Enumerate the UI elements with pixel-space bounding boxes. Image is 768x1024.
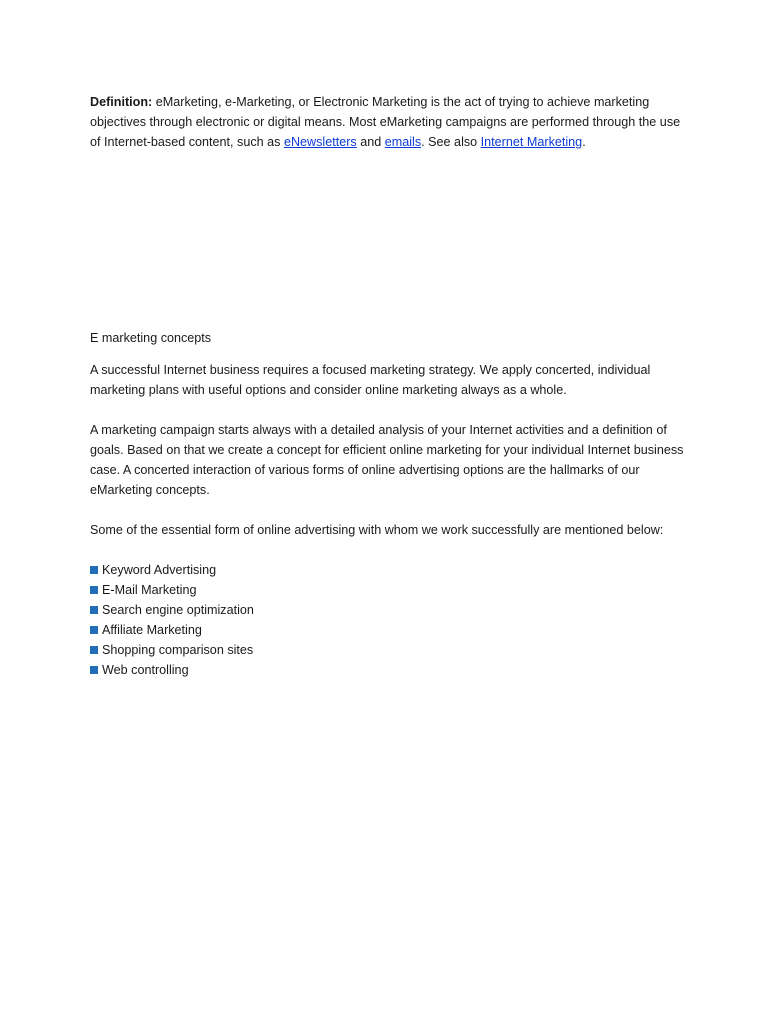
advertising-forms-list xyxy=(90,560,690,680)
list-item-label: Shopping comparison sites xyxy=(102,643,254,657)
square-bullet-icon xyxy=(90,586,98,594)
paragraph-strategy: A successful Internet business requires a focused marketing strategy. We apply concerted, individual marketing plans with useful options and consider online marketing always as a whole. xyxy=(90,363,651,397)
square-bullet-icon xyxy=(90,646,98,654)
list-item xyxy=(90,660,690,680)
list-item-label: Affiliate Marketing xyxy=(102,623,202,637)
definition-text-2: and xyxy=(356,135,385,149)
square-bullet-icon xyxy=(90,626,98,634)
list-item xyxy=(90,600,690,620)
square-bullet-icon xyxy=(90,606,98,614)
definition-text-4: . xyxy=(582,135,586,149)
list-item-label: Keyword Advertising xyxy=(102,563,217,577)
section-heading: E marketing concepts xyxy=(90,331,212,345)
definition-text-1: eMarketing, e-Marketing, or Electronic Marketing is the act of trying to achieve marketing objectives through electronic or digital means. Most eMarketing campaigns are performed through the use of Internet-based content, such as xyxy=(90,95,681,149)
enewsletters-link[interactable]: eNewsletters xyxy=(283,135,357,149)
blank-space xyxy=(90,152,690,328)
emails-link[interactable]: emails xyxy=(384,135,422,149)
list-item xyxy=(90,580,690,600)
list-item-label: Search engine optimization xyxy=(102,603,254,617)
definition-paragraph xyxy=(90,92,690,152)
list-item xyxy=(90,560,690,580)
square-bullet-icon xyxy=(90,666,98,674)
list-item xyxy=(90,620,690,640)
internet-marketing-link[interactable]: Internet Marketing xyxy=(480,135,583,149)
paragraph-campaign: A marketing campaign starts always with a detailed analysis of your Internet activities and a definition of goals. Based on that we create a concept for efficient online marketing for your individual Internet business case. A concerted interaction of various forms of online advertising options are the hallmarks of our eMarketing concepts. xyxy=(90,423,684,497)
list-item-label: E-Mail Marketing xyxy=(102,583,197,597)
definition-text-3: . See also xyxy=(421,135,481,149)
list-item-label: Web controlling xyxy=(102,663,189,677)
square-bullet-icon xyxy=(90,566,98,574)
paragraph-forms-intro: Some of the essential form of online advertising with whom we work successfully are mentioned below: xyxy=(90,523,664,537)
list-item xyxy=(90,640,690,660)
document-page xyxy=(90,92,690,680)
definition-label: Definition: xyxy=(90,95,153,109)
